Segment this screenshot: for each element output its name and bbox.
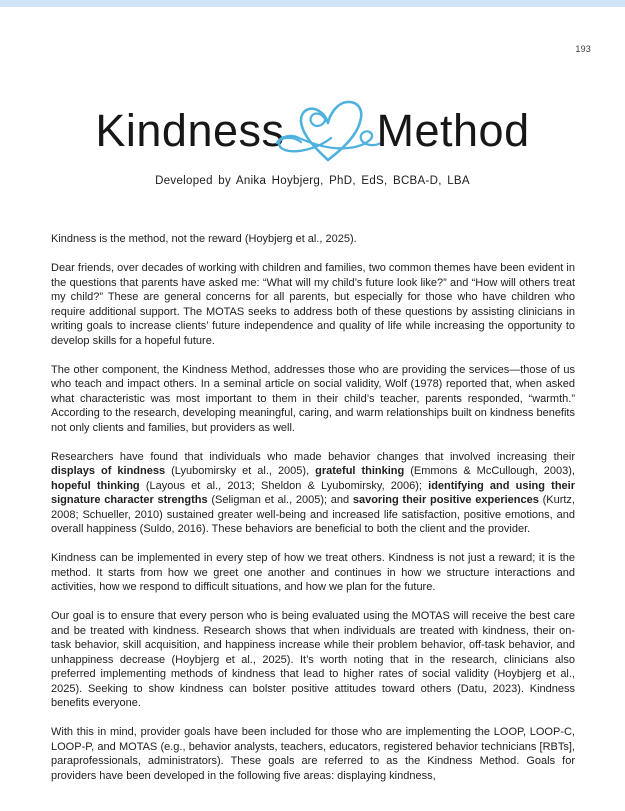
- paragraph: [51, 551, 575, 595]
- heart-infinity-icon: [275, 94, 387, 166]
- text-run: Kindness is the method, not the reward (Hoybjerg et al., 2025).: [51, 233, 357, 245]
- bold-text-run: displays of kindness: [51, 465, 166, 477]
- title-word-method: Method: [376, 104, 530, 156]
- bold-text-run: grateful thinking: [315, 465, 405, 477]
- paragraph: [51, 261, 575, 348]
- paragraph: [51, 725, 575, 783]
- bold-text-run: savoring their positive experiences: [352, 494, 539, 506]
- page-header: [0, 0, 625, 187]
- paragraph: [51, 232, 575, 247]
- title-row: [0, 94, 625, 166]
- text-run: (Layous et al., 2013; Sheldon & Lyubomirsky, 2006);: [139, 479, 429, 492]
- text-run: Kindness can be implemented in every step of how we treat others. Kindness is not just a reward; it is the method. It starts from how we greet one another and continues in how we structure interactions and activities, how we respond to difficult situations, and how we plan for the future.: [51, 552, 575, 593]
- bold-text-run: identifying and using their signature character strengths: [51, 479, 575, 506]
- text-run: Dear friends, over decades of working with children and families, two common themes have been evident in the questions that parents have asked me: “What will my child’s future look like?” and “How will others treat my child?” These are general concerns for all parents, but especially for those who have children who require additional support. The MOTAS seeks to address both of these questions by assisting clinicians in writing goals to increase clients’ future independence and quality of life while increasing the opportunity to develop skills for a hopeful future.: [51, 262, 575, 347]
- text-run: With this in mind, provider goals have been included for those who are implementing the LOOP, LOOP-C, LOOP-P, and MOTAS (e.g., behavior analysts, teachers, educators, registered behavior technicians [RBTs], paraprofessionals, administrators). These goals are referred to as the Kindness Method. Goals for providers have been developed in the following five areas: displaying kindness,: [51, 726, 575, 782]
- text-run: (Kurtz, 2008; Schueller, 2010) sustained greater well-being and increased life satisfaction, positive emotions, and overall happiness (Suldo, 2016). These behaviors are beneficial to both the client and the provider.: [51, 494, 575, 535]
- text-run: (Lyubomirsky et al., 2005),: [165, 465, 316, 477]
- paragraph: [51, 450, 575, 537]
- bold-text-run: hopeful thinking: [51, 479, 140, 492]
- top-border-strip: [0, 0, 625, 7]
- title-word-kindness: Kindness: [95, 104, 285, 156]
- article-body: [51, 232, 575, 783]
- text-run: The other component, the Kindness Method, addresses those who are providing the services—those of us who teach and impact others. In a seminal article on social validity, Wolf (1978) reported that, when asked what characteristic was most important to them in their child’s teacher, parents responded, “warmth.” According to the research, developing meaningful, caring, and warm relationships built on kindness benefits not only clients and families, but providers as well.: [51, 363, 575, 434]
- paragraph: [51, 363, 575, 436]
- byline: Developed by Anika Hoybjerg, PhD, EdS, BCBA-D, LBA: [155, 175, 470, 187]
- text-run: (Seligman et al., 2005); and: [207, 494, 353, 506]
- page-number: 193: [575, 44, 591, 54]
- paragraph: [51, 609, 575, 711]
- text-run: Our goal is to ensure that every person who is being evaluated using the MOTAS will receive the best care and be treated with kindness. Research shows that when individuals are treated with kindness, their on-task behavior, skill acquisition, and happiness increase while their problem behavior, off-task behavior, and unhappiness decrease (Hoybjerg et al., 2025). It’s worth noting that in the research, clinicians also preferred implementing methods of kindness that lead to higher rates of social validity (Hoybjerg et al., 2025). Seeking to show kindness can bolster positive attitudes toward others (Datu, 2023). Kindness benefits everyone.: [51, 610, 575, 709]
- text-run: (Emmons & McCullough, 2003),: [404, 465, 575, 477]
- text-run: Researchers have found that individuals who made behavior changes that involved increasing their: [51, 450, 575, 463]
